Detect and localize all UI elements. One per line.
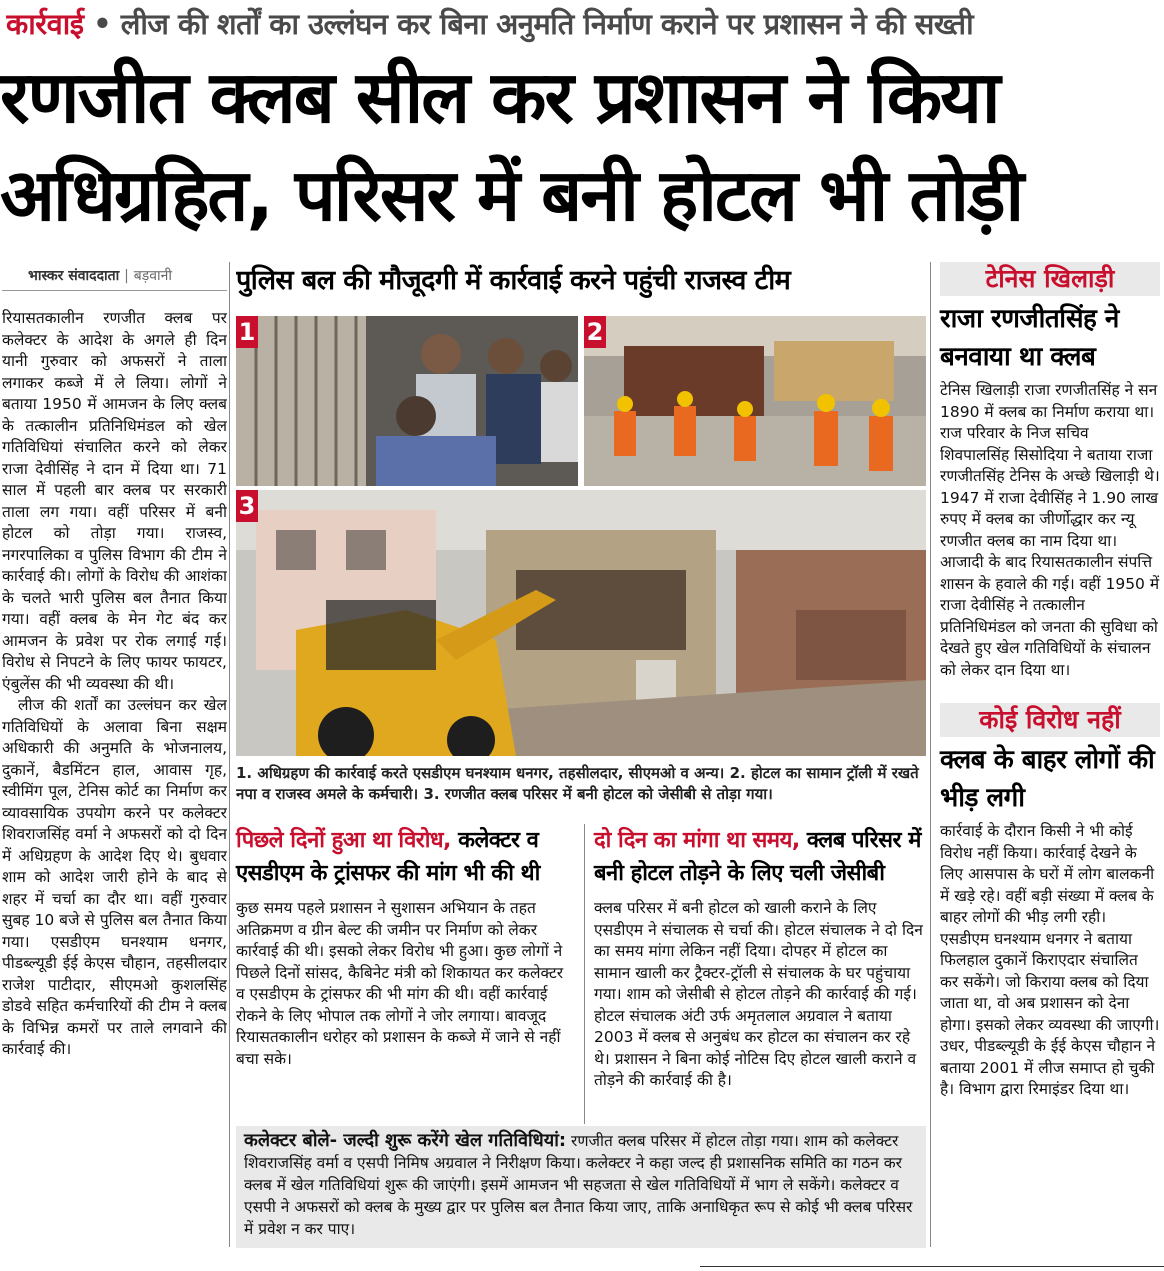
photo-1-officials-at-gate (236, 316, 578, 486)
left-paragraph-1: रियासतकालीन रणजीत क्लब पर कलेक्टर के आदेश के अगले ही दिन यानी गुरुवार को अफसरों ने ताला लगाकर कब्जे में ले लिया। लोगों ने बताया 1950 में आमजन के लिए क्लब के तत्कालीन प्रतिनिधिमंडल को खेल गतिविधियां संचालित करने को लेकर राजा देवीसिंह ने दान में दिया था। 71 साल में पहली बार क्लब पर सरकारी ताला लग गया। वहीं परिसर में बनी होटल को तोड़ा गया। राजस्व, नगरपालिका व पुलिस विभाग की टीम ने कार्रवाई की। लोगों के विरोध की आशंका के चलते भारी पुलिस बल तैनात किया गया। वहीं क्लब के मेन गेट बंद कर आमजन के प्रवेश पर रोक लगाई गई। विरोध से निपटने के लिए फायर फायटर, एंबुलेंस की भी व्यवस्था की थी। (2, 309, 227, 693)
headline-line-1: रणजीत क्लब सील कर प्रशासन ने किया (0, 55, 999, 139)
sub-story-2-text: क्लब परिसर में बनी होटल को खाली कराने के लिए एसडीएम ने संचालक से चर्चा की। होटल संचालक ने दो दिन का समय मांगा लेकिन नहीं दिया। दोपहर में होटल का सामान खाली कर ट्रैक्टर-ट्रॉली से संचालक के घर पहुंचाया गया। शाम को जेसीबी से होटल तोड़ने की कार्रवाई की गई। होटल संचालक अंटी उर्फ अमृतलाल अग्रवाल ने बताया 2003 में क्लब से अनुबंध कर होटल का संचालन कर रहे थे। प्रशासन ने बिना कोई नोटिस दिए होटल खाली कराने व तोड़ने की कार्रवाई की है। (594, 899, 923, 1089)
byline-author: भास्कर संवाददाता (28, 268, 120, 284)
kicker-text: • लीज की शर्तों का उल्लंघन कर बिना अनुमति निर्माण कराने पर प्रशासन ने की सख्ती (83, 7, 974, 41)
left-paragraph-2: लीज की शर्तों का उल्लंघन कर खेल गतिविधियों के अलावा बिना सक्षम अधिकारी की अनुमति के भोजनालय, दुकानें, बैडमिंटन हाल, आवास गृह, स्वीमिंग पूल, टेनिस कोर्ट का निर्माण कर व्यावसायिक उपयोग करने पर कलेक्टर शिवराजसिंह वर्मा ने अफसरों को दो दिन में अधिग्रहण के आदेश दिए थे। बुधवार शाम को आदेश जारी होने के बाद से शहर में चर्चा का दौर था। वहीं गुरुवार सुबह 10 बजे से पुलिस बल तैनात किया गया। एसडीएम घनश्याम धनगर, पीडब्ल्यूडी ईई केएस चौहान, तहसीलदार राजेश पाटीदार, सीएमओ कुशलसिंह डोडवे सहित कर्मचारियों की टीम ने क्लब के विभिन्न कमरों पर ताले लगवाने की कार्रवाई की। (2, 696, 227, 1058)
collector-quote-box (236, 1126, 926, 1248)
kicker-line (6, 4, 1161, 44)
byline (28, 266, 198, 285)
section-text-crowd: कार्रवाई के दौरान किसी ने भी कोई विरोध नहीं किया। कार्रवाई देखने के लिए आसपास के घरों में लोग बालकनी में खड़े रहे। वहीं बड़ी संख्या में क्लब के बाहर लोगों की भीड़ लगी रही। एसडीएम घनश्याम धनगर ने बताया फिलहाल दुकानें किराएदार संचालित कर सकेंगे। जो किराया क्लब को दिया जाता था, वो अब प्रशासन को देना होगा। इसको लेकर व्यवस्था की जाएगी। उधर, पीडब्ल्यूडी के ईई केएस चौहान ने बताया 2001 में लीज समाप्त हो चुकी है। विभाग द्वारा रिमाइंडर दिया था। (940, 822, 1160, 1098)
sub-story-1-heading-black: कलेक्टर व एसडीएम के ट्रांसफर की मांग भी की थी (236, 828, 540, 886)
sub-story-2-heading (594, 824, 926, 890)
sub-story-1-text: कुछ समय पहले प्रशासन ने सुशासन अभियान के तहत अतिक्रमण व ग्रीन बेल्ट की जमीन पर निर्माण को लेकर कार्रवाई की थी। इसको लेकर विरोध भी हुआ। कुछ लोगों ने पिछले दिनों सांसद, कैबिनेट मंत्री को शिकायत कर कलेक्टर व एसडीएम के ट्रांसफर की भी मांग की थी। वहीं कार्रवाई रोकने के लिए भोपाल तक लोगों ने जोर लगाया। बावजूद रियासतकालीन धरोहर को प्रशासन के कब्जे में जाने से नहीं बचा सके। (236, 899, 564, 1068)
collector-quote-lead: कलेक्टर बोले- जल्दी शुरू करेंगे खेल गतिविधियां: (244, 1130, 567, 1151)
section-heading-club-built: राजा रणजीतसिंह ने बनवाया था क्लब (940, 304, 1119, 372)
section-tag-tennis-player: टेनिस खिलाड़ी (940, 262, 1160, 296)
sub-story-1-heading-red: पिछले दिनों हुआ था विरोध, (236, 828, 451, 853)
byline-rule (2, 290, 227, 291)
photo-caption: 1. अधिग्रहण की कार्रवाई करते एसडीएम घनश्याम धनगर, तहसीलदार, सीएमओ व अन्य। 2. होटल का सामान ट्रॉली में रखते नपा व राजस्व अमले के कर्मचारी। 3. रणजीत क्लब परिसर में बनी होटल को जेसीबी से तोड़ा गया। (236, 764, 919, 803)
column-divider-middle (584, 824, 585, 1124)
photo-3-jcb-demolishing-hotel (236, 490, 926, 756)
photo-2-number: 2 (584, 316, 606, 348)
section-text-club-built: टेनिस खिलाड़ी राजा रणजीतसिंह ने सन 1890 में क्लब का निर्माण कराया था। राज परिवार के निज सचिव शिवपालसिंह सिसोदिया ने बताया राजा रणजीतसिंह टेनिस के अच्छे खिलाड़ी थे। 1947 में राजा देवीसिंह ने 1.90 लाख रुपए में क्लब का जीर्णोद्धार कर न्यू रणजीत क्लब का नाम दिया था। आजादी के बाद रियासतकालीन संपत्ति शासन के हवाले की गई। वहीं 1950 में राजा देवीसिंह ने तत्कालीन प्रतिनिधिमंडल को जनता की सुविधा को देखते हुए खेल गतिविधियों के संचालन को लेकर दान दिया था। (940, 381, 1160, 679)
right-column (940, 262, 1160, 1247)
photo-section-heading: पुलिस बल की मौजूदगी में कार्रवाई करने पहुंची राजस्व टीम (236, 265, 791, 296)
photo-3-number: 3 (236, 490, 258, 522)
photo-2-workers-loading-trolley (584, 316, 926, 486)
collector-quote-text: रणजीत क्लब परिसर में होटल तोड़ा गया। शाम को कलेक्टर शिवराजसिंह वर्मा व एसपी निमिष अग्रवाल ने निरीक्षण किया। कलेक्टर ने कहा जल्द ही प्रशासनिक समिति का गठन कर क्लब में खेल गतिविधियां शुरू की जाएंगी। इसमें आमजन भी सहजता से खेल गतिविधियों में भाग ले सकेंगे। कलेक्टर व एसपी ने अफसरों को क्लब के मुख्य द्वार पर पुलिस बल तैनात किया जाए, ताकि अनाधिकृत रूप से कोई भी क्लब परिसर में प्रवेश न कर पाए। (244, 1132, 913, 1238)
byline-place: बड़वानी (133, 268, 173, 284)
sub-story-1-heading (236, 824, 576, 890)
section-tag-no-protest: कोई विरोध नहीं (940, 703, 1160, 737)
sub-story-2-heading-black: क्लब परिसर में बनी होटल तोड़ने के लिए चली जेसीबी (594, 828, 921, 886)
column-divider-left (229, 262, 230, 1247)
sub-story-2-heading-red: दो दिन का मांगा था समय, (594, 828, 800, 853)
left-column-text (2, 308, 227, 1238)
kicker-label: कार्रवाई (6, 7, 84, 41)
section-heading-crowd: क्लब के बाहर लोगों की भीड़ लगी (940, 745, 1155, 813)
photo-1-number: 1 (236, 316, 258, 348)
column-divider-right (930, 262, 931, 1247)
sub-story-2 (594, 824, 926, 1092)
headline-line-2: अधिग्रहित, परिसर में बनी होटल भी तोड़ी (0, 153, 1023, 237)
bottom-rule (700, 1266, 1164, 1267)
byline-separator: | (124, 268, 129, 284)
sub-story-1 (236, 824, 576, 1070)
